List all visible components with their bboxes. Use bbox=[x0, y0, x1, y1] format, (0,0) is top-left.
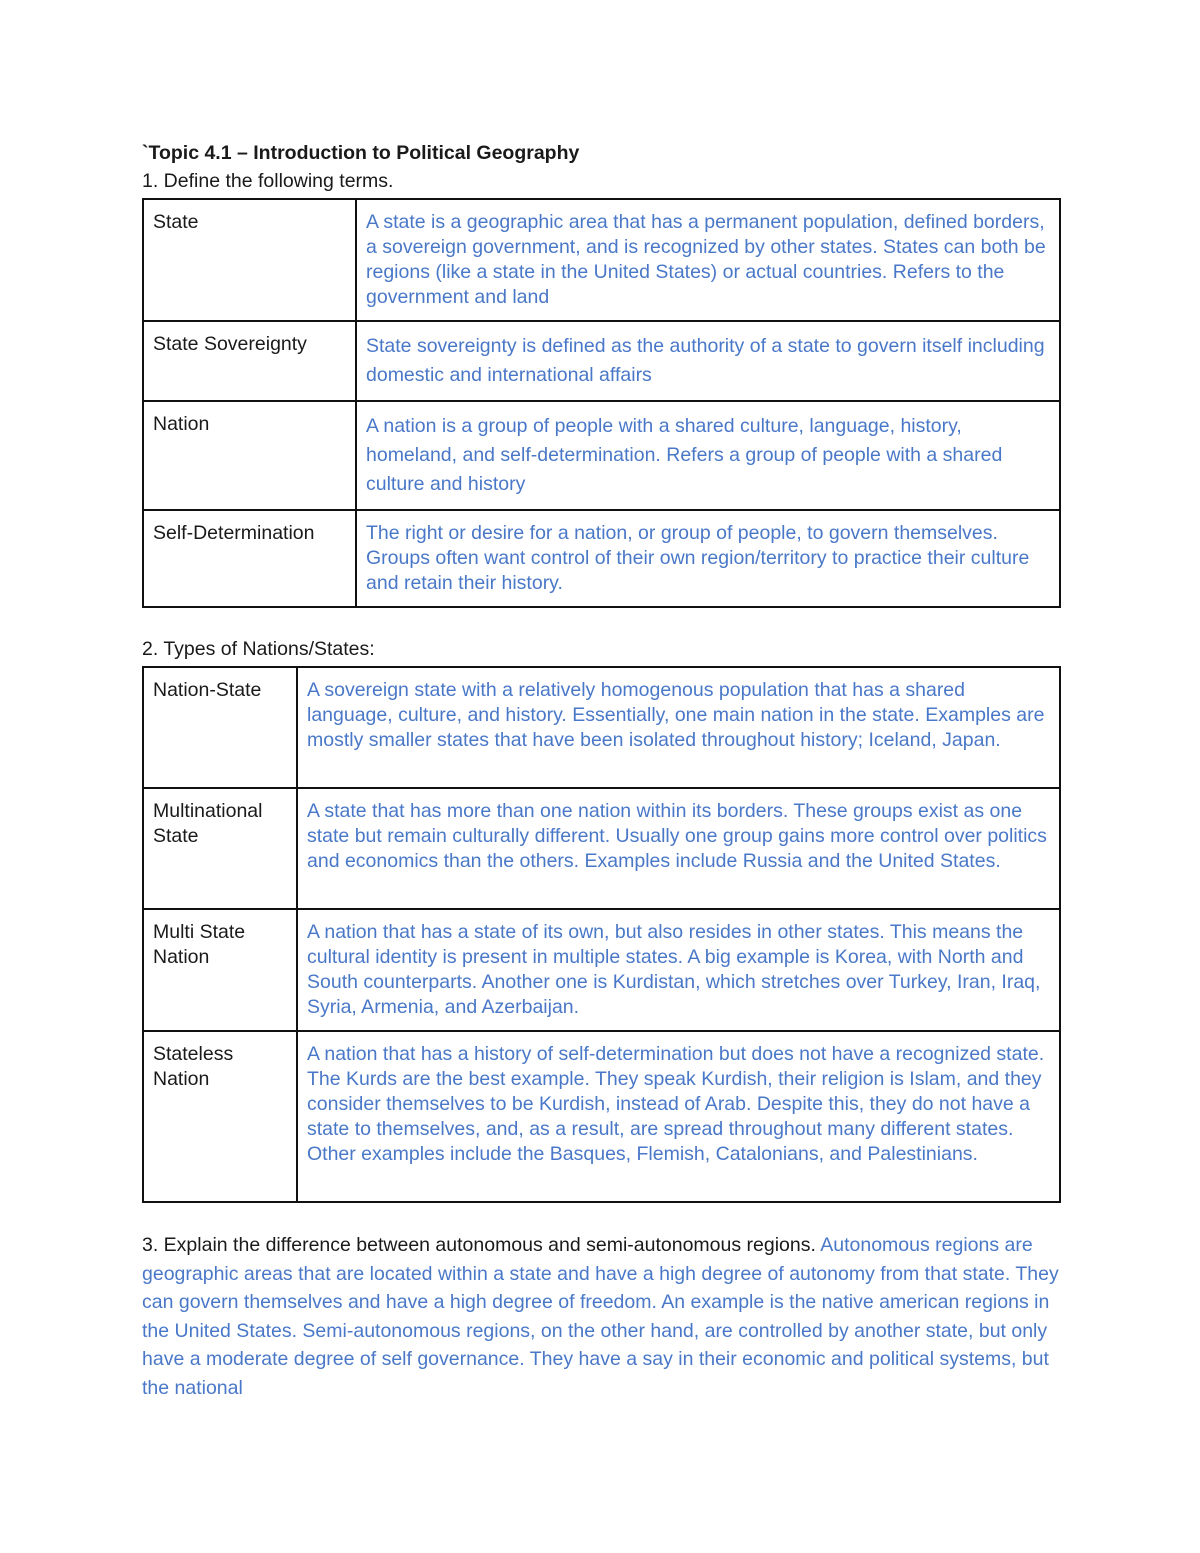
term-cell: Nation-State bbox=[143, 667, 297, 788]
table-row bbox=[143, 401, 1060, 510]
table-row bbox=[143, 788, 1060, 909]
term-cell: Self-Determination bbox=[143, 510, 356, 607]
definition-cell: A nation that has a state of its own, but also resides in other states. This means the cultural identity is present in multiple states. A big example is Korea, with North and South counterparts. Another one is Kurdistan, which stretches over Turkey, Iran, Iraq, Syria, Armenia, and Azerbaijan. bbox=[297, 909, 1060, 1031]
term-cell: Stateless Nation bbox=[143, 1031, 297, 1202]
term-cell: State Sovereignty bbox=[143, 321, 356, 401]
definition-cell: A state that has more than one nation within its borders. These groups exist as one state but remain culturally different. Usually one group gains more control over politics and economics than the others. Examples include Russia and the United States. bbox=[297, 788, 1060, 909]
definition-cell: The right or desire for a nation, or group of people, to govern themselves. Groups often want control of their own region/territory to practice their culture and retain their history. bbox=[356, 510, 1060, 607]
question-3-answer: Autonomous regions are geographic areas that are located within a state and have a high degree of autonomy from that state. They can govern themselves and have a high degree of freedom. An example is the native american regions in the United States. Semi-autonomous regions, on the other hand, are controlled by another state, but only have a moderate degree of self governance. They have a say in their economic and political systems, but the national bbox=[142, 1234, 1059, 1399]
table-row bbox=[143, 199, 1060, 321]
table-row bbox=[143, 510, 1060, 607]
term-cell: Multinational State bbox=[143, 788, 297, 909]
table-row bbox=[143, 909, 1060, 1031]
definition-cell: A nation is a group of people with a shared culture, language, history, homeland, and self-determination. Refers a group of people with a shared culture and history bbox=[356, 401, 1060, 510]
question-2-prompt: 2. Types of Nations/States: bbox=[142, 638, 375, 660]
question-3-paragraph bbox=[142, 1231, 1062, 1402]
types-table bbox=[142, 666, 1061, 1203]
definition-cell: A state is a geographic area that has a permanent population, defined borders, a sovereign government, and is recognized by other states. States can both be regions (like a state in the United States) or actual countries. Refers to the government and land bbox=[356, 199, 1060, 321]
page-title: `Topic 4.1 – Introduction to Political Geography bbox=[142, 142, 580, 164]
definition-cell: State sovereignty is defined as the authority of a state to govern itself including domestic and international affairs bbox=[356, 321, 1060, 401]
question-1-prompt: 1. Define the following terms. bbox=[142, 170, 394, 192]
question-2-section bbox=[142, 636, 1062, 1203]
term-cell: State bbox=[143, 199, 356, 321]
term-cell: Multi State Nation bbox=[143, 909, 297, 1031]
definition-cell: A sovereign state with a relatively homogenous population that has a shared language, culture, and history. Essentially, one main nation in the state. Examples are mostly smaller states that have been isolated throughout history; Iceland, Japan. bbox=[297, 667, 1060, 788]
table-row bbox=[143, 321, 1060, 401]
definitions-table bbox=[142, 198, 1061, 608]
term-cell: Nation bbox=[143, 401, 356, 510]
definition-cell: A nation that has a history of self-determination but does not have a recognized state. The Kurds are the best example. They speak Kurdish, their religion is Islam, and they consider themselves to be Kurdish, instead of Arab. Despite this, they do not have a state to themselves, and, as a result, are spread throughout many different states. Other examples include the Basques, Flemish, Catalonians, and Palestinians. bbox=[297, 1031, 1060, 1202]
worksheet-page bbox=[142, 140, 1062, 1422]
table-row bbox=[143, 1031, 1060, 1202]
table-row bbox=[143, 667, 1060, 788]
question-3-prompt: 3. Explain the difference between autonomous and semi-autonomous regions. bbox=[142, 1234, 816, 1256]
